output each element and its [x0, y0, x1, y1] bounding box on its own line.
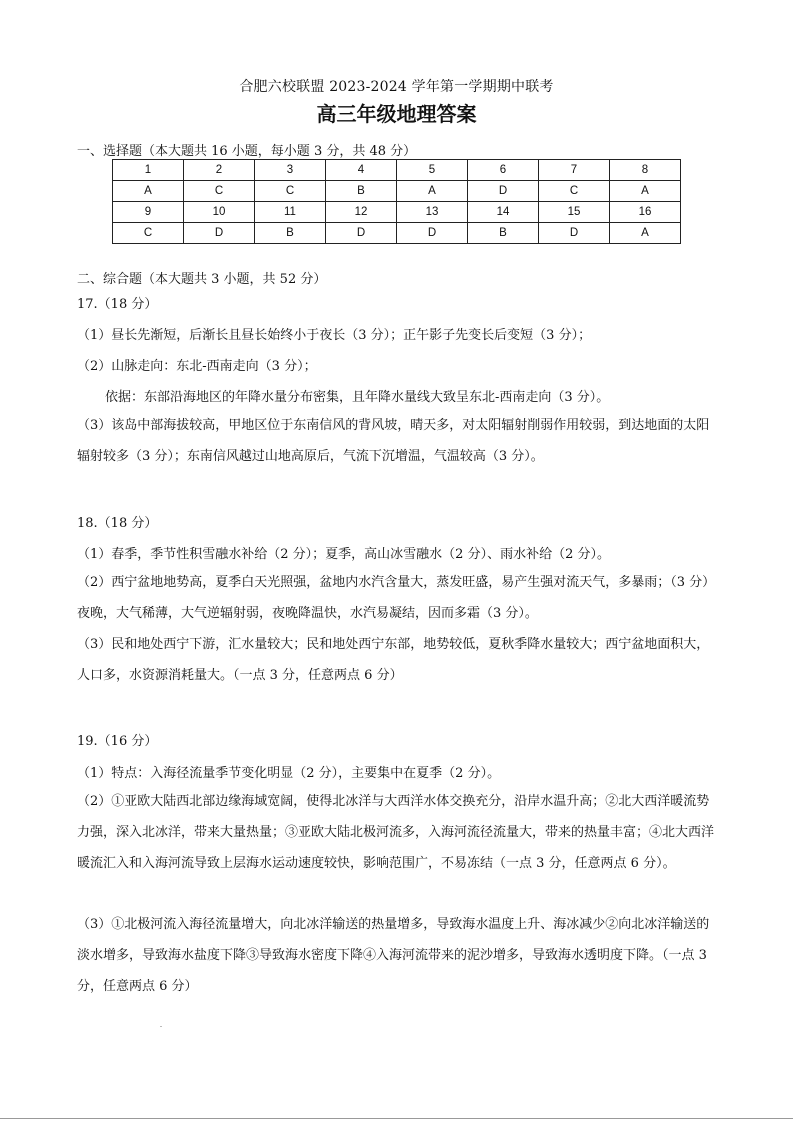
table-cell: C: [113, 223, 184, 244]
table-cell: 16: [610, 202, 681, 223]
table-cell: 2: [184, 160, 255, 181]
table-cell: A: [397, 181, 468, 202]
table-row: [113, 202, 681, 223]
table-cell: A: [113, 181, 184, 202]
q19-answer-2: （2）①亚欧大陆西北部边缘海域宽阔，使得北冰洋与大西洋水体交换充分，沿岸水温升高；②北大西洋暖流势力强，深入北冰洋，带来大量热量；③亚欧大陆北极河流多，入海河流径流量大，带来的热量丰富；④北大西洋暖流汇入和入海河流导致上层海水运动速度较快，影响范围广，不易冻结（一点 3 分，任意两点 6 分）。: [77, 794, 715, 871]
table-cell: B: [255, 223, 326, 244]
table-cell: 4: [326, 160, 397, 181]
answer-table: [112, 159, 681, 244]
table-cell: 14: [468, 202, 539, 223]
table-cell: A: [610, 223, 681, 244]
table-cell: B: [326, 181, 397, 202]
table-row: [113, 223, 681, 244]
q18-answer-3: （3）民和地处西宁下游，汇水量较大；民和地处西宁东部，地势较低，夏秋季降水量较大；西宁盆地面积大，人口多，水资源消耗量大。（一点 3 分，任意两点 6 分）: [77, 637, 710, 683]
table-cell: 11: [255, 202, 326, 223]
page-title: 高三年级地理答案: [316, 102, 477, 126]
table-cell: 12: [326, 202, 397, 223]
exam-subtitle: 合肥六校联盟 2023-2024 学年第一学期期中联考: [239, 79, 554, 95]
table-cell: 10: [184, 202, 255, 223]
q19-answer-3: （3）①北极河流入海径流量增大，向北冰洋输送的热量增多，导致海水温度上升、海冰减少②向北冰洋输送的淡水增多，导致海水盐度下降③导致海水密度下降④入海河流带来的泥沙增多，导致海水透明度下降。（一点 3 分，任意两点 6 分）: [77, 917, 710, 994]
section2-heading: 二、综合题（本大题共 3 小题，共 52 分）: [77, 272, 327, 287]
q17-label: 17.（18 分）: [77, 297, 158, 312]
footer-rule: [0, 1118, 793, 1119]
table-cell: D: [397, 223, 468, 244]
stray-mark: [160, 1026, 162, 1027]
q17-answer-2: （2）山脉走向：东北-西南走向（3 分）；: [77, 359, 317, 374]
table-cell: D: [539, 223, 610, 244]
table-row: [113, 181, 681, 202]
q19-answer-1: （1）特点：入海径流量季节变化明显（2 分），主要集中在夏季（2 分）。: [77, 766, 501, 781]
section1-heading: 一、选择题（本大题共 16 小题，每小题 3 分，共 48 分）: [77, 144, 417, 159]
table-cell: D: [184, 223, 255, 244]
table-cell: B: [468, 223, 539, 244]
table-cell: C: [184, 181, 255, 202]
table-cell: C: [539, 181, 610, 202]
q18-label: 18.（18 分）: [77, 516, 158, 531]
q17-answer-1: （1）昼长先渐短，后渐长且昼长始终小于夜长（3 分）；正午影子先变长后变短（3 分）；: [77, 328, 592, 343]
table-cell: 8: [610, 160, 681, 181]
table-cell: 5: [397, 160, 468, 181]
table-row: [113, 160, 681, 181]
q17-answer-3: （3）该岛中部海拔较高，甲地区位于东南信风的背风坡，晴天多，对太阳辐射削弱作用较弱，到达地面的太阳辐射较多（3 分）；东南信风越过山地高原后，气流下沉增温，气温较高（3 分）。: [77, 418, 710, 464]
table-cell: 7: [539, 160, 610, 181]
table-cell: 1: [113, 160, 184, 181]
table-cell: 15: [539, 202, 610, 223]
q17-answer-2-basis: 依据：东部沿海地区的年降水量分布密集，且年降水量线大致呈东北-西南走向（3 分）。: [105, 390, 610, 405]
q18-answer-2: （2）西宁盆地地势高，夏季白天光照强，盆地内水汽含量大，蒸发旺盛，易产生强对流天气，多暴雨；（3 分）夜晚，大气稀薄，大气逆辐射弱，夜晚降温快，水汽易凝结，因而多霜（3 分）。: [77, 575, 716, 621]
table-cell: A: [610, 181, 681, 202]
q18-answer-1: （1）春季，季节性积雪融水补给（2 分）；夏季，高山冰雪融水（2 分）、雨水补给（2 分）。: [77, 547, 610, 562]
table-cell: D: [468, 181, 539, 202]
table-cell: 9: [113, 202, 184, 223]
table-cell: C: [255, 181, 326, 202]
table-cell: D: [326, 223, 397, 244]
table-cell: 3: [255, 160, 326, 181]
table-cell: 13: [397, 202, 468, 223]
table-cell: 6: [468, 160, 539, 181]
q19-label: 19.（16 分）: [77, 734, 158, 749]
